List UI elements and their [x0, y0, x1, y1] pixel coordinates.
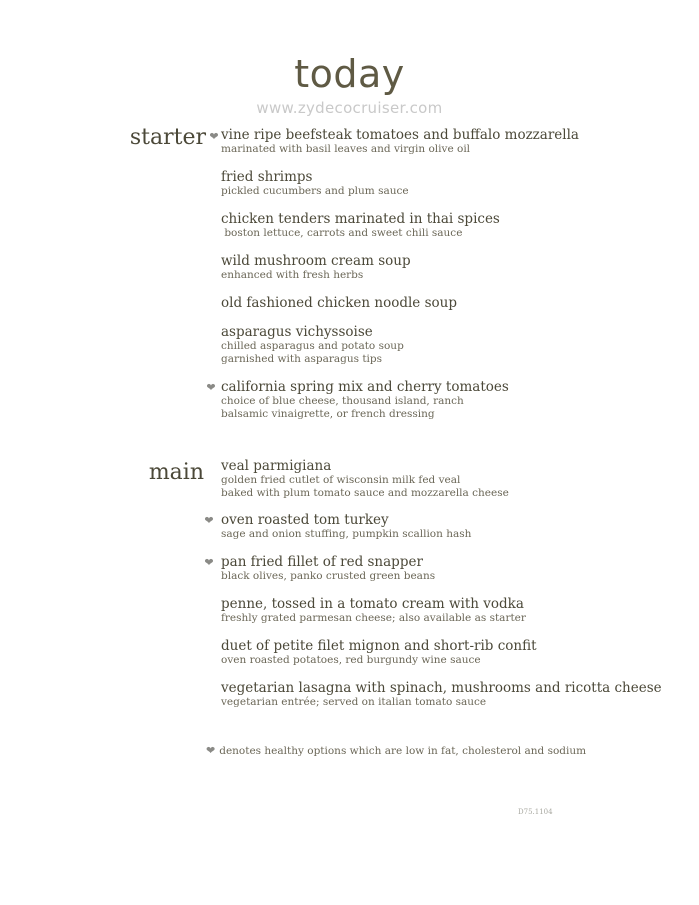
- item-name: vine ripe beefsteak tomatoes and buffalo mozzarella: [221, 127, 579, 143]
- menu-item: [221, 380, 691, 421]
- item-description: choice of blue cheese, thousand island, ranch: [221, 395, 464, 407]
- item-description: baked with plum tomato sauce and mozzarella cheese: [221, 487, 509, 499]
- item-name: penne, tossed in a tomato cream with vodka: [221, 596, 524, 612]
- item-name: veal parmigiana: [221, 458, 332, 474]
- menu-item: [221, 296, 691, 311]
- item-description: black olives, panko crusted green beans: [221, 570, 436, 582]
- item-description: sage and onion stuffing, pumpkin scallion hash: [221, 528, 472, 540]
- item-description: marinated with basil leaves and virgin olive oil: [221, 143, 471, 155]
- menu-item: [221, 170, 691, 198]
- menu-item: [221, 254, 691, 282]
- item-description: balsamic vinaigrette, or french dressing: [221, 408, 435, 420]
- section-label-main: main: [148, 460, 204, 485]
- menu-item: [221, 597, 691, 625]
- item-name: chicken tenders marinated in thai spices: [221, 211, 500, 227]
- menu-item: [221, 639, 691, 667]
- menu-item: [221, 513, 691, 541]
- item-description: boston lettuce, carrots and sweet chili sauce: [221, 227, 463, 239]
- healthy-legend: [206, 744, 676, 758]
- menu-item: [221, 212, 691, 240]
- item-name: vegetarian lasagna with spinach, mushrooms and ricotta cheese: [221, 680, 662, 696]
- item-description: golden fried cutlet of wisconsin milk fed veal: [221, 474, 461, 486]
- watermark: www.zydecocruiser.com: [256, 99, 443, 117]
- item-name: wild mushroom cream soup: [221, 253, 411, 269]
- section-label-starter: starter: [129, 125, 206, 150]
- heart-icon: ❤: [209, 130, 219, 143]
- item-description: oven roasted potatoes, red burgundy wine sauce: [221, 654, 481, 666]
- item-description: pickled cucumbers and plum sauce: [221, 185, 409, 197]
- item-description: enhanced with fresh herbs: [221, 269, 364, 281]
- item-name: duet of petite filet mignon and short-rib confit: [221, 638, 537, 654]
- menu-item: [221, 555, 691, 583]
- heart-icon: ❤: [204, 514, 214, 527]
- item-name: asparagus vichyssoise: [221, 324, 373, 340]
- item-description: garnished with asparagus tips: [221, 353, 383, 365]
- item-description: vegetarian entrée; served on italian tomato sauce: [221, 696, 487, 708]
- heart-icon: ❤: [206, 744, 216, 757]
- legend-text: denotes healthy options which are low in fat, cholesterol and sodium: [219, 745, 587, 757]
- heart-icon: ❤: [206, 381, 216, 394]
- item-description: chilled asparagus and potato soup: [221, 340, 404, 352]
- menu-item: [221, 128, 691, 156]
- menu-item: [221, 459, 691, 500]
- menu-item: [221, 325, 691, 366]
- item-description: freshly grated parmesan cheese; also available as starter: [221, 612, 526, 624]
- document-code: D75.1104: [518, 808, 553, 816]
- item-name: fried shrimps: [221, 169, 313, 185]
- heart-icon: ❤: [204, 556, 214, 569]
- item-name: old fashioned chicken noodle soup: [221, 295, 457, 311]
- menu-item: [221, 681, 691, 709]
- item-name: pan fried fillet of red snapper: [221, 554, 423, 570]
- page-title: today: [294, 52, 405, 96]
- item-name: california spring mix and cherry tomatoes: [221, 379, 509, 395]
- item-name: oven roasted tom turkey: [221, 512, 389, 528]
